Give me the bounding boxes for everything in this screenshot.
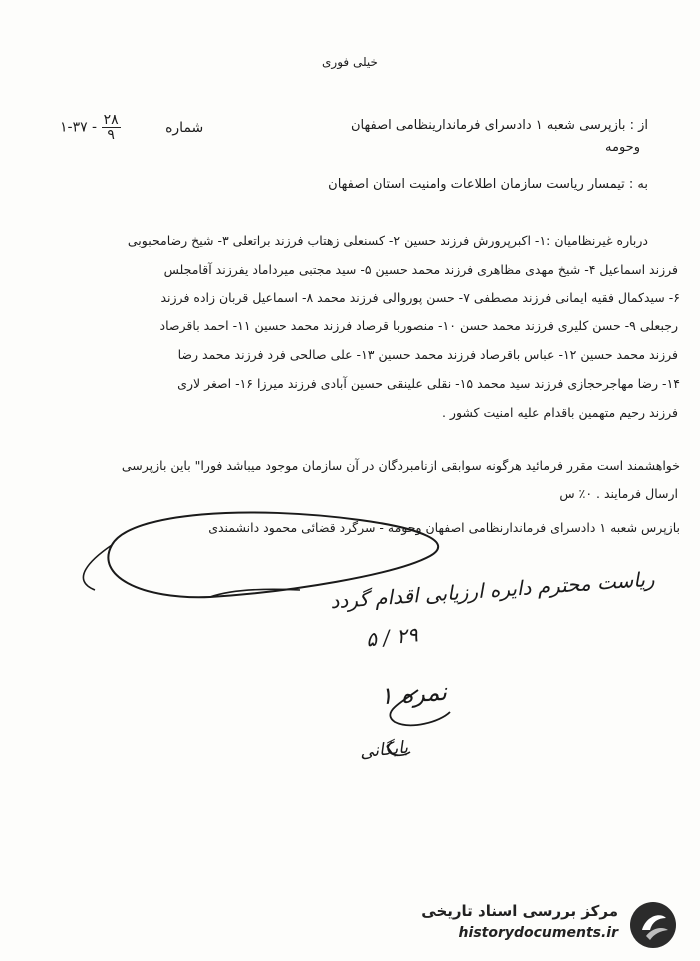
handwritten-note-line-1: ریاست محترم دایره ارزیابی اقدام گردد [329, 566, 656, 614]
urgent-heading: خیلی فوری [322, 55, 378, 69]
body-line-3: ۶- سیدکمال فقیه ایمانی فرزند مصطفی ۷- حسن پوروالی فرزند محمد ۸- اسماعیل قربان زاده فرزند [160, 290, 680, 305]
body-line-5: فرزند محمد حسین ۱۲- عباس باقرصاد فرزند محمد حسین ۱۳- علی صالحی فرد فرزند محمد رضا [177, 347, 678, 362]
watermark [420, 898, 688, 954]
body-line-4: رجبعلی ۹- حسن کلیری فرزند محمد حسن ۱۰- منصوربا قرصاد فرزند محمد حسین ۱۱- احمد باقرصاد [159, 318, 678, 333]
number-label: شماره [165, 119, 204, 136]
body-line-1: درباره غیرنظامیان :۱- اکبرپرورش فرزند حسین ۲- کسنعلی زهتاب فرزند براتعلی ۳- شیخ رضامحبوبی [127, 233, 648, 248]
handwritten-note-line-4: بایگانی [359, 737, 410, 763]
number-prefix: ۱-۳۷ - [60, 119, 98, 136]
watermark-url: historydocuments.ir [458, 925, 618, 941]
watermark-title: مرکز بررسی اسناد تاریخی [421, 902, 618, 920]
body-line-6: ۱۴- رضا مهاجرحجازی فرزند سید محمد ۱۵- نقلی علینقی حسین آبادی فرزند میرزا ۱۶- اصغر لاری [177, 376, 680, 391]
handwritten-note-line-3: نمره ۱ [379, 677, 448, 711]
body-line-2: فرزند اسماعیل ۴- شیخ مهدی مظاهری فرزند محمد حسین ۵- سید مجتبی میرداماد یفرزند آقامجلس [163, 262, 678, 277]
body-line-7: فرزند رحیم متهمین باقدام علیه امنیت کشور . [441, 405, 678, 420]
from-line: از : بازپرسی شعبه ۱ دادسرای فرماندارینظامی اصفهان [351, 118, 648, 133]
request-line-1: خواهشمند است مقرر فرمائید هرگونه سوابقی ازنامبردگان در آن سازمان موجود میباشد فورا" باین بازپرسی [121, 458, 680, 473]
archive-logo-icon [628, 900, 678, 950]
signature-line: بازپرس شعبه ۱ دادسرای فرماندارنظامی اصفهان وحومه - سرگرد قضائی محمود دانشمندی [208, 520, 680, 535]
handwritten-date: ۲۹ / ۵ [364, 622, 419, 652]
to-line: به : تیمسار ریاست سازمان اطلاعات وامنیت استان اصفهان [328, 177, 648, 192]
from-line-continued: وحومه [605, 140, 640, 155]
number-bottom: ۹ [107, 127, 115, 143]
request-line-2: ارسال فرمایند . ۰٪ س [559, 486, 678, 501]
number-top: ۲۸ [103, 112, 119, 128]
